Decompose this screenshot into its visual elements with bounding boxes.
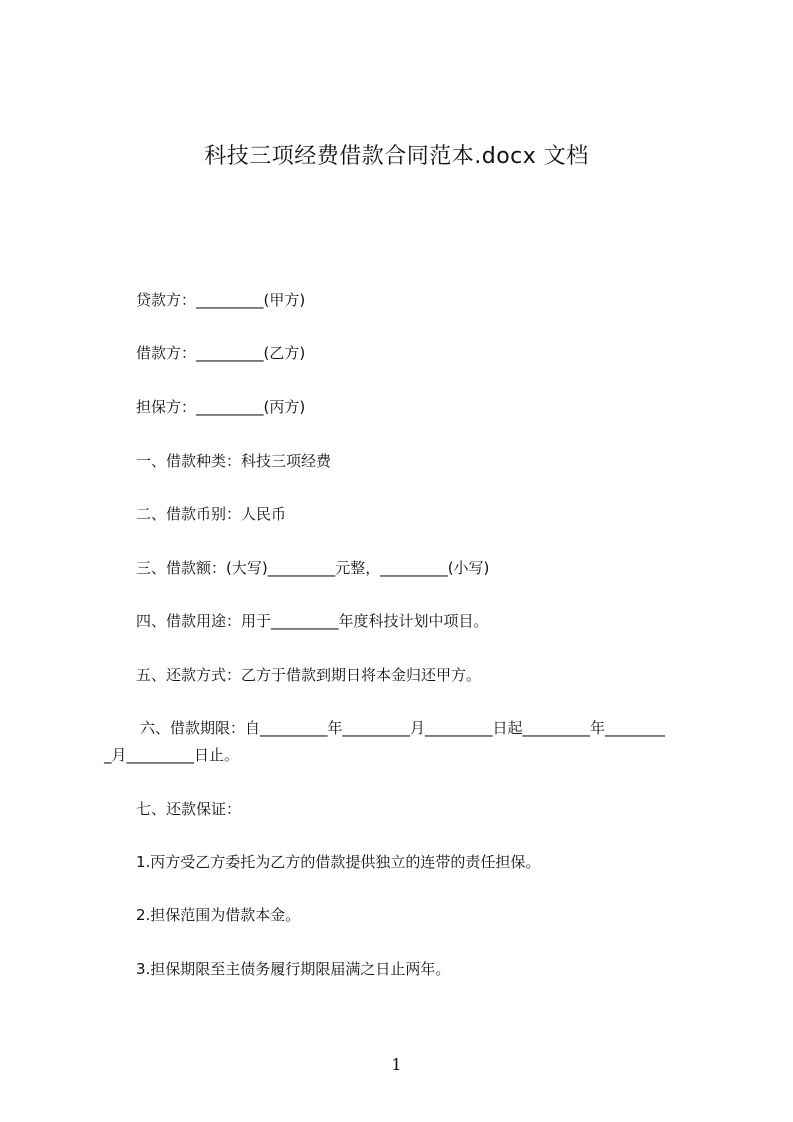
clause-repayment-method: 五、还款方式：乙方于借款到期日将本金归还甲方。	[136, 666, 482, 684]
guarantor-line: 担保方：_________(丙方)	[136, 398, 306, 416]
clause-currency: 二、借款币别：人民币	[136, 505, 287, 523]
clause-purpose: 四、借款用途：用于_________年度科技计划中项目。	[136, 612, 489, 630]
clause-guarantee-heading: 七、还款保证：	[136, 800, 242, 818]
guarantee-item-1: 1.丙方受乙方委托为乙方的借款提供独立的连带的责任担保。	[136, 853, 541, 871]
page-number: 1	[391, 1055, 402, 1074]
guarantee-item-3: 3.担保期限至主债务履行期限届满之日止两年。	[136, 960, 451, 978]
clause-amount: 三、借款额：(大写)_________元整，_________(小写)	[136, 559, 490, 577]
guarantee-item-2: 2.担保范围为借款本金。	[136, 906, 301, 924]
document-title: 科技三项经费借款合同范本.docx 文档	[204, 144, 589, 169]
clause-term: 六、借款期限：自_________年_________月_________日起_________年________	[140, 719, 666, 737]
clause-term-continued: _月_________日止。	[104, 746, 240, 764]
lender-line: 贷款方：_________(甲方)	[136, 291, 306, 309]
clause-loan-type: 一、借款种类：科技三项经费	[136, 452, 332, 470]
borrower-line: 借款方：_________(乙方)	[136, 344, 306, 362]
